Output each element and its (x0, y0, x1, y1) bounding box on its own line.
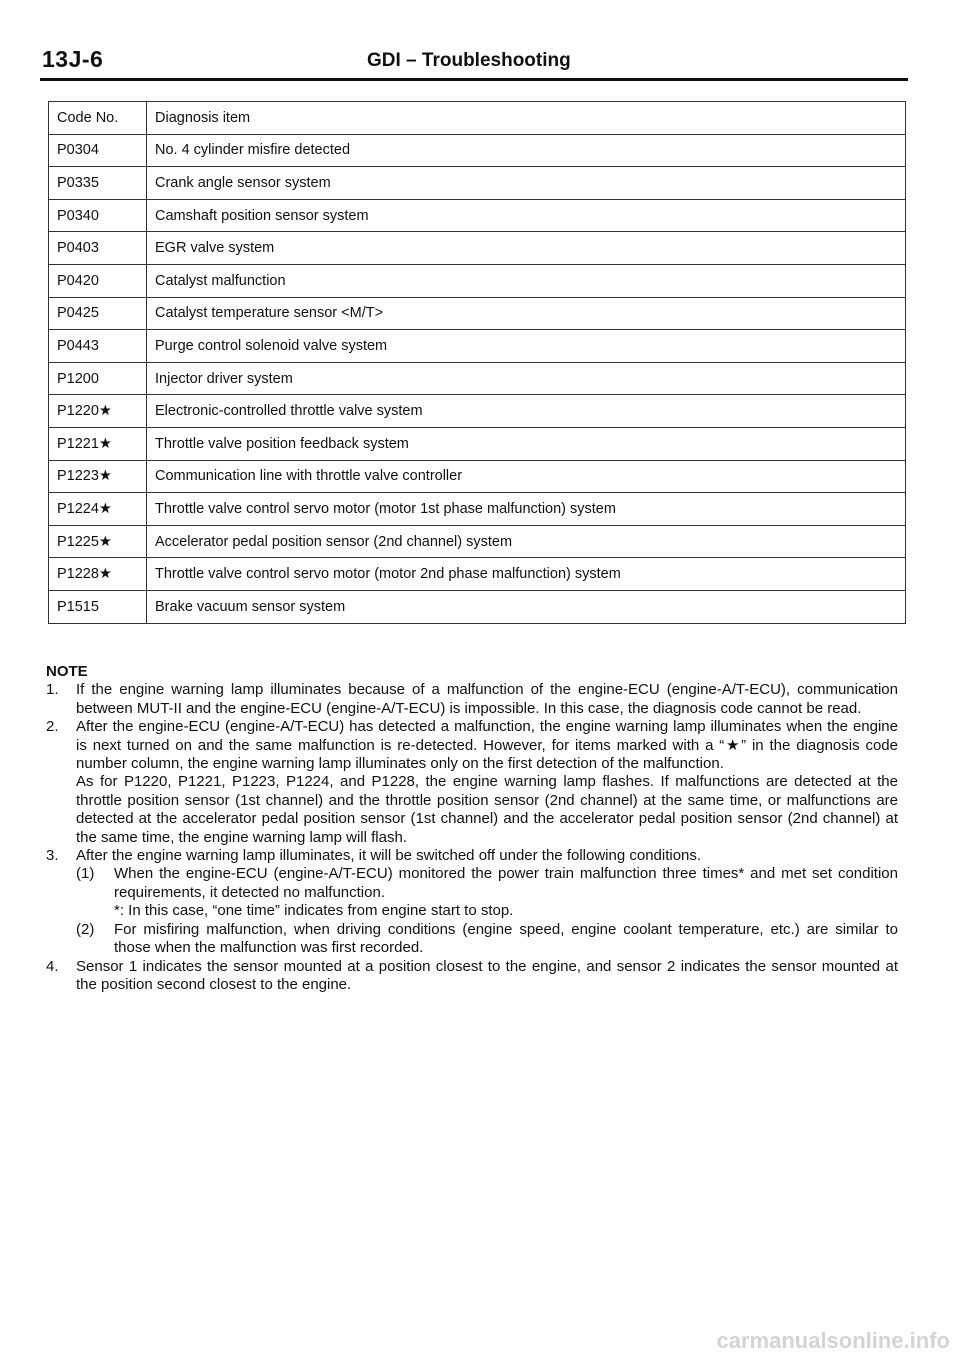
diagnosis-item-cell: Catalyst temperature sensor <M/T> (147, 297, 906, 330)
note-heading: NOTE (46, 663, 88, 680)
note-subitem-2 (76, 921, 898, 958)
header-rule (40, 78, 908, 81)
diagnosis-item-cell: Crank angle sensor system (147, 167, 906, 200)
table-row (49, 590, 906, 623)
table-row (49, 264, 906, 297)
note-item-text: If the engine warning lamp illuminates because of a malfunction of the engine-ECU (engine-A/T-ECU), communication between MUT-II and the engine-ECU (engine-A/T-ECU) is impossible. In this case, the diagnosis code cannot be read. (76, 681, 898, 717)
table-row (49, 330, 906, 363)
note-subitem-1 (76, 865, 898, 902)
note-item-number: 4. (46, 957, 59, 975)
diagnosis-item-cell: EGR valve system (147, 232, 906, 265)
diagnosis-item-cell: Purge control solenoid valve system (147, 330, 906, 363)
code-cell: P0443 (49, 330, 147, 363)
note-item-2 (46, 718, 898, 847)
table-row (49, 167, 906, 200)
note-footnote: *: In this case, “one time” indicates from engine start to stop. (114, 902, 514, 920)
note-item-1 (46, 681, 898, 718)
code-cell: P1221★ (49, 427, 147, 460)
note-item-text: After the engine warning lamp illuminates, it will be switched off under the following conditions. (76, 847, 702, 865)
note-subitem-number: (1) (76, 865, 95, 883)
page-number: 13J-6 (42, 46, 104, 72)
diagnosis-item-cell: Throttle valve position feedback system (147, 427, 906, 460)
diagnosis-item-cell: Camshaft position sensor system (147, 199, 906, 232)
table-header-row (49, 102, 906, 135)
code-cell: P1220★ (49, 395, 147, 428)
table-row (49, 134, 906, 167)
code-cell: P1515 (49, 590, 147, 623)
diagnosis-item-cell: No. 4 cylinder misfire detected (147, 134, 906, 167)
note-subitem-text: For misfiring malfunction, when driving conditions (engine speed, engine coolant temperature, etc.) are similar to those when the malfunction was first recorded. (114, 920, 898, 957)
code-cell: P1224★ (49, 493, 147, 526)
table-row (49, 199, 906, 232)
table-row (49, 460, 906, 493)
diagnosis-item-cell: Accelerator pedal position sensor (2nd channel) system (147, 525, 906, 558)
diagnosis-item-cell: Injector driver system (147, 362, 906, 395)
note-item-number: 3. (46, 847, 59, 865)
code-cell: P1225★ (49, 525, 147, 558)
code-cell: P1228★ (49, 558, 147, 591)
table-row (49, 232, 906, 265)
column-header-code: Code No. (49, 102, 147, 135)
code-cell: P0340 (49, 199, 147, 232)
code-cell: P0335 (49, 167, 147, 200)
note-item-3 (46, 847, 898, 957)
code-cell: P0304 (49, 134, 147, 167)
diagnosis-item-cell: Electronic-controlled throttle valve system (147, 395, 906, 428)
code-cell: P0425 (49, 297, 147, 330)
diagnosis-item-cell: Throttle valve control servo motor (motor 1st phase malfunction) system (147, 493, 906, 526)
table-row (49, 297, 906, 330)
note-item-number: 2. (46, 718, 59, 736)
diagnosis-item-cell: Communication line with throttle valve controller (147, 460, 906, 493)
diagnosis-code-table (48, 101, 906, 624)
note-item-paragraph: As for P1220, P1221, P1223, P1224, and P1228, the engine warning lamp flashes. If malfunctions are detected at the throttle position sensor (1st channel) and the throttle position sensor (2nd channel) at the same time, or malfunctions are detected at the accelerator pedal position sensor (1st channel) and the accelerator pedal position sensor (2nd channel) at the same time, the engine warning lamp will flash. (76, 773, 898, 846)
diagnosis-item-cell: Throttle valve control servo motor (motor 2nd phase malfunction) system (147, 558, 906, 591)
page-title: GDI – Troubleshooting (367, 50, 571, 71)
note-item-text: Sensor 1 indicates the sensor mounted at a position closest to the engine, and sensor 2 indicates the sensor mounted at the position second closest to the engine. (76, 957, 898, 993)
code-cell: P0420 (49, 264, 147, 297)
code-cell: P1223★ (49, 460, 147, 493)
diagnosis-item-cell: Catalyst malfunction (147, 264, 906, 297)
table-row (49, 558, 906, 591)
note-subitem-number: (2) (76, 920, 95, 938)
watermark: carmanualsonline.info (716, 1328, 950, 1353)
table-row (49, 362, 906, 395)
note-section (46, 663, 898, 994)
page-header (42, 46, 908, 76)
code-cell: P0403 (49, 232, 147, 265)
table-row (49, 493, 906, 526)
column-header-item: Diagnosis item (147, 102, 906, 135)
note-item-4 (46, 958, 898, 995)
table-row (49, 395, 906, 428)
note-subitem-text: When the engine-ECU (engine-A/T-ECU) monitored the power train malfunction three times* and met set condition requirements, it detected no malfunction. (114, 865, 898, 901)
note-item-number: 1. (46, 681, 59, 699)
code-cell: P1200 (49, 362, 147, 395)
table-row (49, 525, 906, 558)
note-item-text: After the engine-ECU (engine-A/T-ECU) has detected a malfunction, the engine warning lamp illuminates when the engine is next turned on and the same malfunction is re-detected. However, for items marked with a “★” in the diagnosis code number column, the engine warning lamp illuminates only on the first detection of the malfunction. (76, 718, 898, 773)
diagnosis-item-cell: Brake vacuum sensor system (147, 590, 906, 623)
table-row (49, 427, 906, 460)
